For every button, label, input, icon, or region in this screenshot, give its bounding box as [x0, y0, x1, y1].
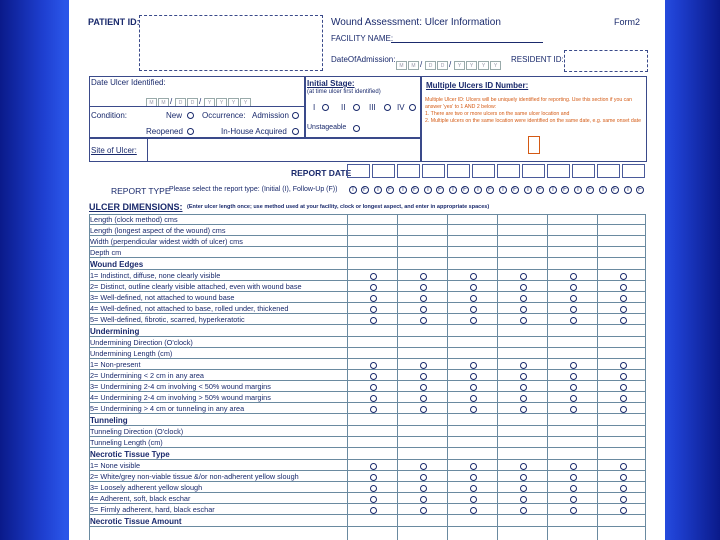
score-radio[interactable]: [470, 317, 477, 324]
score-radio[interactable]: [520, 273, 527, 280]
score-row: 2= Undermining < 2 cm in any area: [89, 371, 645, 381]
report-type-radio[interactable]: I: [374, 186, 382, 194]
multi-instruction-3: 2. Multiple ulcers on the same location were identified on the same date, e.g. same onset date: [425, 118, 641, 124]
score-radio[interactable]: [620, 463, 627, 470]
score-radio[interactable]: [420, 507, 427, 514]
score-radio[interactable]: [370, 496, 377, 503]
score-radio[interactable]: [620, 485, 627, 492]
facility-field[interactable]: [391, 42, 543, 43]
stage-label: I: [313, 103, 316, 112]
report-date-cell[interactable]: [422, 164, 445, 178]
report-date-cell[interactable]: [347, 164, 370, 178]
score-radio[interactable]: [570, 485, 577, 492]
entry-cell[interactable]: [550, 215, 594, 225]
measure-row: Tunneling Direction (O'clock): [89, 427, 645, 437]
multiple-ulcers-title: Multiple Ulcers ID Number:: [426, 81, 529, 90]
score-radio[interactable]: [620, 395, 627, 402]
score-radio[interactable]: [470, 384, 477, 391]
score-radio[interactable]: [620, 317, 627, 324]
report-type-radio[interactable]: I: [549, 186, 557, 194]
report-date-cell[interactable]: [597, 164, 620, 178]
entry-cell[interactable]: [400, 226, 444, 236]
stage-radio[interactable]: [409, 104, 416, 111]
report-type-radio[interactable]: I: [424, 186, 432, 194]
admission-date-digit[interactable]: D: [437, 61, 448, 70]
occurrence-admission-radio[interactable]: [292, 112, 299, 119]
score-radio[interactable]: [420, 373, 427, 380]
score-radio[interactable]: [620, 273, 627, 280]
score-radio[interactable]: [370, 474, 377, 481]
date-identified-digit[interactable]: Y: [204, 98, 215, 107]
stage-option-III: [369, 103, 376, 112]
report-type-radio[interactable]: I: [599, 186, 607, 194]
score-row: 5= Well-defined, fibrotic, scarred, hyperkeratotic: [89, 315, 645, 325]
score-radio[interactable]: [420, 474, 427, 481]
measure-row: Undermining Direction (O'clock): [89, 338, 645, 348]
entry-cell[interactable]: [500, 349, 544, 359]
resident-id-label: RESIDENT ID:: [511, 55, 564, 64]
dimension-row: Length (longest aspect of the wound) cms: [89, 226, 645, 236]
score-radio[interactable]: [620, 406, 627, 413]
report-type-label: REPORT TYPE: [111, 186, 171, 196]
form-title: Wound Assessment: Ulcer Information: [331, 17, 501, 28]
facility-label: FACILITY NAME:: [331, 34, 394, 43]
entry-cell[interactable]: [600, 215, 644, 225]
entry-cell[interactable]: [550, 237, 594, 247]
score-radio[interactable]: [420, 295, 427, 302]
admission-date-digit[interactable]: M: [408, 61, 419, 70]
score-radio[interactable]: [570, 406, 577, 413]
column-line: [447, 214, 448, 540]
score-radio[interactable]: [520, 362, 527, 369]
report-type-radio[interactable]: F: [536, 186, 544, 194]
entry-cell[interactable]: [600, 349, 644, 359]
date-identified-digit[interactable]: M: [158, 98, 169, 107]
condition-reopened-radio[interactable]: [187, 128, 194, 135]
entry-cell[interactable]: [450, 237, 494, 247]
date-identified-digit[interactable]: Y: [228, 98, 239, 107]
score-radio[interactable]: [420, 406, 427, 413]
stage-radio[interactable]: [322, 104, 329, 111]
report-date-cell[interactable]: [497, 164, 520, 178]
report-type-radio[interactable]: F: [411, 186, 419, 194]
report-type-radio[interactable]: I: [449, 186, 457, 194]
score-radio[interactable]: [470, 463, 477, 470]
score-radio[interactable]: [620, 295, 627, 302]
admission-date-digit[interactable]: D: [425, 61, 436, 70]
entry-cell[interactable]: [450, 338, 494, 348]
report-date-cell[interactable]: [397, 164, 420, 178]
score-radio[interactable]: [370, 507, 377, 514]
score-radio[interactable]: [470, 362, 477, 369]
score-radio[interactable]: [470, 406, 477, 413]
entry-cell[interactable]: [600, 338, 644, 348]
section-header: Tunneling: [89, 415, 645, 426]
entry-cell[interactable]: [350, 338, 394, 348]
score-radio[interactable]: [520, 474, 527, 481]
column-line: [497, 214, 498, 540]
entry-cell[interactable]: [500, 338, 544, 348]
score-radio[interactable]: [370, 284, 377, 291]
report-type-radio[interactable]: I: [399, 186, 407, 194]
entry-cell[interactable]: [550, 226, 594, 236]
entry-cell[interactable]: [350, 427, 394, 437]
entry-cell[interactable]: [400, 438, 444, 448]
dimension-row: Length (clock method) cms: [89, 215, 645, 225]
score-radio[interactable]: [520, 507, 527, 514]
report-date-cell[interactable]: [372, 164, 395, 178]
score-row: 4= Well-defined, not attached to base, rolled under, thickened: [89, 304, 645, 314]
stage-option-IV: [397, 103, 405, 112]
admission-date-digit[interactable]: M: [396, 61, 407, 70]
report-type-radio[interactable]: F: [461, 186, 469, 194]
report-type-radio[interactable]: F: [361, 186, 369, 194]
score-radio[interactable]: [470, 284, 477, 291]
report-type-radio[interactable]: F: [561, 186, 569, 194]
report-type-radio[interactable]: F: [611, 186, 619, 194]
score-radio[interactable]: [370, 395, 377, 402]
entry-cell[interactable]: [400, 237, 444, 247]
entry-cell[interactable]: [450, 215, 494, 225]
score-radio[interactable]: [420, 384, 427, 391]
occurrence-admission-label: Admission: [252, 111, 289, 120]
column-line: [597, 214, 598, 540]
score-radio[interactable]: [370, 317, 377, 324]
score-radio[interactable]: [620, 362, 627, 369]
score-row: 3= Loosely adherent yellow slough: [89, 483, 645, 493]
entry-cell[interactable]: [550, 438, 594, 448]
score-radio[interactable]: [370, 362, 377, 369]
report-type-radio[interactable]: I: [349, 186, 357, 194]
table-right-border: [645, 214, 646, 540]
table-left-border: [89, 214, 90, 540]
entry-cell[interactable]: [600, 248, 644, 258]
column-line: [547, 214, 548, 540]
report-type-instruction: Please select the report type: (Initial (I), Follow-Up (F)): [169, 186, 338, 193]
score-row: 5= Undermining > 4 cm or tunneling in any area: [89, 404, 645, 414]
entry-cell[interactable]: [450, 248, 494, 258]
entry-cell[interactable]: [500, 248, 544, 258]
entry-cell[interactable]: [400, 427, 444, 437]
score-radio[interactable]: [570, 496, 577, 503]
resident-id-field[interactable]: [564, 50, 648, 72]
section-header: Necrotic Tissue Type: [89, 449, 645, 460]
report-type-radio[interactable]: F: [436, 186, 444, 194]
score-radio[interactable]: [370, 306, 377, 313]
score-radio[interactable]: [570, 317, 577, 324]
entry-cell[interactable]: [450, 438, 494, 448]
stage-label: II: [341, 103, 346, 112]
score-radio[interactable]: [470, 395, 477, 402]
entry-cell[interactable]: [350, 349, 394, 359]
slash: /: [449, 60, 452, 69]
score-radio[interactable]: [420, 463, 427, 470]
score-radio[interactable]: [570, 295, 577, 302]
initial-stage-title: Initial Stage:: [307, 79, 355, 88]
wound-assessment-form: [69, 0, 665, 540]
score-radio[interactable]: [420, 284, 427, 291]
ulcer-dimensions-title: ULCER DIMENSIONS:: [89, 202, 183, 212]
entry-cell[interactable]: [350, 248, 394, 258]
entry-cell[interactable]: [600, 438, 644, 448]
entry-cell[interactable]: [450, 427, 494, 437]
admission-date-digit[interactable]: Y: [454, 61, 465, 70]
score-radio[interactable]: [570, 362, 577, 369]
entry-cell[interactable]: [400, 248, 444, 258]
score-radio[interactable]: [420, 485, 427, 492]
score-row: 1= Indistinct, diffuse, none clearly visible: [89, 271, 645, 281]
score-radio[interactable]: [370, 373, 377, 380]
score-row: 4= Adherent, soft, black eschar: [89, 494, 645, 504]
report-date-cell[interactable]: [622, 164, 645, 178]
stage-label: IV: [397, 103, 405, 112]
report-date-label: REPORT DATE: [291, 168, 352, 178]
entry-cell[interactable]: [550, 338, 594, 348]
score-row: 3= Well-defined, not attached to wound base: [89, 293, 645, 303]
report-type-radio[interactable]: F: [511, 186, 519, 194]
condition-new-radio[interactable]: [187, 112, 194, 119]
score-radio[interactable]: [470, 373, 477, 380]
admission-date-digit[interactable]: Y: [466, 61, 477, 70]
score-radio[interactable]: [570, 284, 577, 291]
unstageable-radio[interactable]: [353, 125, 360, 132]
entry-cell[interactable]: [350, 215, 394, 225]
entry-cell[interactable]: [350, 226, 394, 236]
score-radio[interactable]: [520, 306, 527, 313]
score-radio[interactable]: [620, 507, 627, 514]
score-radio[interactable]: [370, 295, 377, 302]
entry-cell[interactable]: [400, 338, 444, 348]
score-radio[interactable]: [570, 463, 577, 470]
report-type-radio[interactable]: F: [386, 186, 394, 194]
score-radio[interactable]: [620, 474, 627, 481]
report-type-radio[interactable]: I: [474, 186, 482, 194]
dimension-row: Width (perpendicular widest width of ulcer) cms: [89, 237, 645, 247]
entry-cell[interactable]: [500, 438, 544, 448]
score-radio[interactable]: [370, 406, 377, 413]
entry-cell[interactable]: [350, 438, 394, 448]
slash: /: [170, 97, 173, 106]
report-date-cell[interactable]: [472, 164, 495, 178]
score-radio[interactable]: [570, 384, 577, 391]
stage-radio[interactable]: [384, 104, 391, 111]
form-number: Form2: [614, 17, 641, 27]
stage-option-II: [341, 103, 345, 112]
site-of-ulcer-label: Site of Ulcer:: [91, 146, 137, 155]
score-radio[interactable]: [620, 496, 627, 503]
occurrence-label: Occurrence:: [202, 111, 246, 120]
score-radio[interactable]: [520, 284, 527, 291]
score-radio[interactable]: [620, 384, 627, 391]
section-header: Necrotic Tissue Amount: [89, 516, 645, 527]
score-radio[interactable]: [370, 485, 377, 492]
entry-cell[interactable]: [500, 237, 544, 247]
slash: /: [199, 97, 202, 106]
column-line: [347, 214, 348, 540]
stage-label: III: [369, 103, 376, 112]
occurrence-inhouse-label: In-House Acquired: [221, 127, 287, 136]
score-radio[interactable]: [420, 306, 427, 313]
report-type-radio[interactable]: I: [499, 186, 507, 194]
entry-cell[interactable]: [600, 427, 644, 437]
report-date-cell[interactable]: [522, 164, 545, 178]
site-of-ulcer-box: [89, 138, 421, 162]
score-radio[interactable]: [570, 474, 577, 481]
patient-id-label: PATIENT ID:: [88, 17, 140, 27]
score-radio[interactable]: [470, 474, 477, 481]
score-row: 5= Firmly adherent, hard, black eschar: [89, 505, 645, 515]
entry-cell[interactable]: [350, 237, 394, 247]
entry-cell[interactable]: [550, 427, 594, 437]
report-type-radio[interactable]: I: [624, 186, 632, 194]
measure-row: Undermining Length (cm): [89, 349, 645, 359]
entry-cell[interactable]: [500, 427, 544, 437]
score-radio[interactable]: [370, 463, 377, 470]
score-row: 2= White/grey non-viable tissue &/or non-adherent yellow slough: [89, 472, 645, 482]
score-row: 1= Non-present: [89, 360, 645, 370]
report-type-radio[interactable]: F: [486, 186, 494, 194]
score-radio[interactable]: [570, 395, 577, 402]
score-radio[interactable]: [470, 273, 477, 280]
patient-id-field[interactable]: [139, 15, 323, 71]
admission-date-digit[interactable]: Y: [478, 61, 489, 70]
unstageable-label: Unstageable: [307, 124, 347, 131]
entry-cell[interactable]: [600, 226, 644, 236]
score-row: 1= None visible: [89, 461, 645, 471]
score-radio[interactable]: [520, 463, 527, 470]
multi-instruction-2: 1. There are two or more ulcers on the same ulcer location and: [425, 111, 570, 117]
entry-cell[interactable]: [600, 237, 644, 247]
occurrence-inhouse-radio[interactable]: [292, 128, 299, 135]
score-radio[interactable]: [620, 306, 627, 313]
score-radio[interactable]: [520, 406, 527, 413]
date-identified-digit[interactable]: Y: [216, 98, 227, 107]
score-row: 3= Undermining 2-4 cm involving < 50% wound margins: [89, 382, 645, 392]
entry-cell[interactable]: [500, 226, 544, 236]
score-radio[interactable]: [420, 317, 427, 324]
score-radio[interactable]: [520, 496, 527, 503]
score-radio[interactable]: [520, 384, 527, 391]
report-date-cell[interactable]: [547, 164, 570, 178]
measure-row: Tunneling Length (cm): [89, 438, 645, 448]
score-radio[interactable]: [470, 306, 477, 313]
stage-option-I: [313, 103, 315, 112]
multiple-ulcers-instructions: [425, 97, 643, 125]
site-divider: [147, 138, 148, 162]
stage-radio[interactable]: [353, 104, 360, 111]
score-radio[interactable]: [570, 373, 577, 380]
date-identified-label: Date Ulcer Identified:: [91, 78, 166, 87]
admission-date-label: DateOfAdmission:: [331, 55, 396, 64]
report-date-cell[interactable]: [447, 164, 470, 178]
divider: [89, 106, 305, 107]
score-radio[interactable]: [470, 485, 477, 492]
score-radio[interactable]: [420, 395, 427, 402]
report-type-radio[interactable]: I: [524, 186, 532, 194]
entry-cell[interactable]: [550, 349, 594, 359]
entry-cell[interactable]: [550, 248, 594, 258]
multi-instruction-1: Multiple Ulcer ID: Ulcers will be uniquely identified for reporting. Use this section if you can answer 'yes' to 1 AND 2 below:: [425, 97, 633, 110]
section-header: Undermining: [89, 326, 645, 337]
score-radio[interactable]: [520, 373, 527, 380]
report-type-radio[interactable]: F: [636, 186, 644, 194]
ulcer-dimensions-instruction: (Enter ulcer length once; use method used at your facility, clock or longest aspect, and enter in appropriate spaces): [187, 204, 490, 210]
entry-cell[interactable]: [450, 226, 494, 236]
score-radio[interactable]: [470, 496, 477, 503]
score-row: 4= Undermining 2-4 cm involving > 50% wound margins: [89, 393, 645, 403]
condition-reopened-label: Reopened: [146, 127, 183, 136]
report-type-radio[interactable]: I: [574, 186, 582, 194]
report-type-radio[interactable]: F: [586, 186, 594, 194]
date-identified-digit[interactable]: Y: [240, 98, 251, 107]
score-radio[interactable]: [520, 295, 527, 302]
score-radio[interactable]: [520, 317, 527, 324]
score-radio[interactable]: [470, 295, 477, 302]
score-radio[interactable]: [570, 306, 577, 313]
score-radio[interactable]: [520, 485, 527, 492]
score-radio[interactable]: [370, 273, 377, 280]
score-radio[interactable]: [570, 273, 577, 280]
score-radio[interactable]: [520, 395, 527, 402]
entry-cell[interactable]: [450, 349, 494, 359]
slash: /: [420, 60, 423, 69]
score-radio[interactable]: [420, 362, 427, 369]
score-row: 2= Distinct, outline clearly visible attached, even with wound base: [89, 282, 645, 292]
multiple-ulcer-id-checkbox[interactable]: [528, 136, 540, 154]
score-radio[interactable]: [420, 273, 427, 280]
date-identified-digit[interactable]: D: [175, 98, 186, 107]
date-identified-digit[interactable]: D: [187, 98, 198, 107]
admission-date-field[interactable]: [396, 54, 502, 72]
score-radio[interactable]: [420, 496, 427, 503]
entry-cell[interactable]: [500, 215, 544, 225]
entry-cell[interactable]: [400, 215, 444, 225]
date-identified-digit[interactable]: M: [146, 98, 157, 107]
initial-stage-subtitle: (at time ulcer first identified): [307, 89, 381, 95]
score-radio[interactable]: [370, 384, 377, 391]
report-date-cell[interactable]: [572, 164, 595, 178]
score-radio[interactable]: [570, 507, 577, 514]
condition-new-label: New: [166, 111, 183, 120]
admission-date-digit[interactable]: Y: [490, 61, 501, 70]
column-line: [397, 214, 398, 540]
dimension-row: Depth cm: [89, 248, 645, 258]
section-header: Wound Edges: [89, 259, 645, 270]
score-radio[interactable]: [620, 373, 627, 380]
score-radio[interactable]: [470, 507, 477, 514]
condition-label: Condition:: [91, 111, 128, 120]
entry-cell[interactable]: [400, 349, 444, 359]
score-radio[interactable]: [620, 284, 627, 291]
